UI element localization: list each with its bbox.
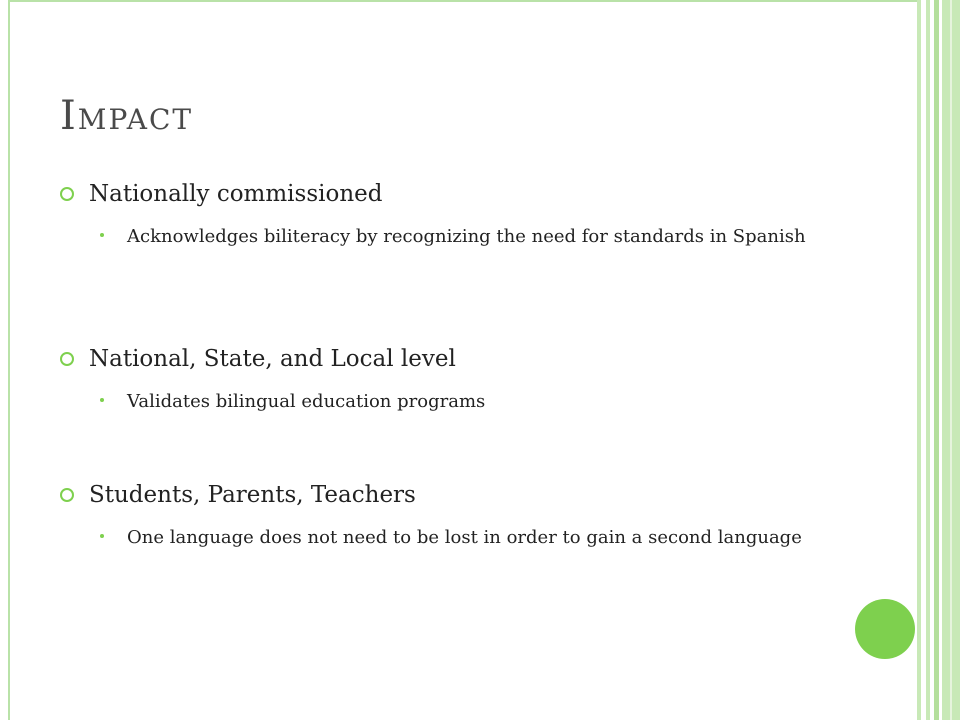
bullet-detail: Acknowledges biliteracy by recognizing the need for standards in Spanish [127, 226, 806, 247]
ring-bullet-icon [60, 187, 74, 201]
green-circle-icon [855, 599, 915, 659]
ring-bullet-icon [60, 488, 74, 502]
slide-title: Impact [60, 93, 194, 139]
bullet-section [60, 174, 820, 250]
bullet-heading: National, State, and Local level [89, 346, 456, 372]
level2-bullet [100, 388, 820, 415]
ring-bullet-icon [60, 352, 74, 366]
bullet-detail: One language does not need to be lost in order to gain a second language [127, 527, 802, 548]
frame-top-line [8, 0, 918, 2]
level2-bullet [100, 223, 820, 250]
dot-bullet-icon [100, 398, 104, 402]
level1-bullet [60, 475, 820, 515]
side-stripe [950, 0, 952, 720]
level1-bullet [60, 174, 820, 214]
bullet-heading: Nationally commissioned [89, 181, 383, 207]
bullet-section [60, 475, 820, 551]
frame-left-line [8, 0, 10, 720]
level1-bullet [60, 339, 820, 379]
bullet-heading: Students, Parents, Teachers [89, 482, 416, 508]
dot-bullet-icon [100, 534, 104, 538]
bullet-detail: Validates bilingual education programs [127, 391, 486, 412]
dot-bullet-icon [100, 233, 104, 237]
level2-bullet [100, 524, 820, 551]
bullet-section [60, 339, 820, 415]
